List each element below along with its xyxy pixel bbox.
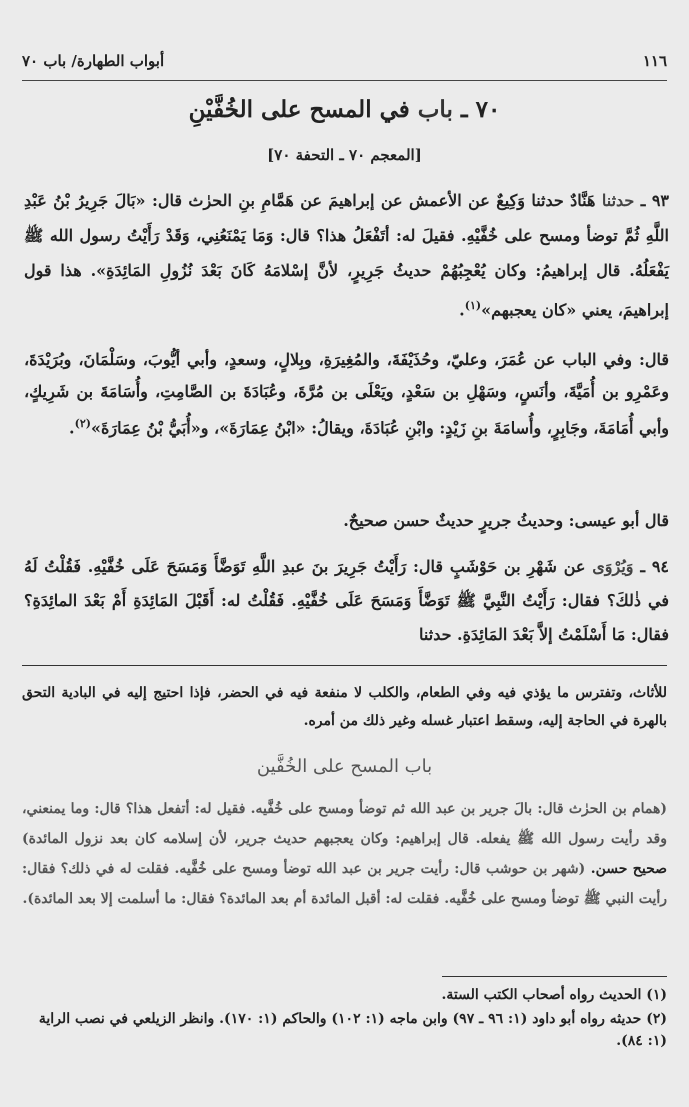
- abu-isa-statement: قال أبو عيسى: وحديثُ جريرٍ حديثٌ حسن صحيحٌ.: [343, 511, 669, 530]
- footnote-1: (١) الحديث رواه أصحاب الكتب الستة.: [441, 987, 667, 1003]
- chapter-bab-word: باب: [417, 96, 453, 123]
- chapter-title: [0, 96, 689, 123]
- hadith-number: ٩٣ ـ: [640, 191, 669, 210]
- chapter-number: ٧٠ ـ: [460, 96, 501, 123]
- header-rule: [22, 80, 667, 81]
- commentary-continuation: للأثاث، وتفترس ما يؤذي فيه وفي الطعام، والكلب لا منفعة فيه في الحضر، فإذا احتيج إليه في البادية التحق بالهرة في الحاجة إليه، وسقط اعتبار غسله وغير ذلك من أمره.: [22, 685, 667, 729]
- footnote-2: (٢) حديثه رواه أبو داود (١: ٩٦ ـ ٩٧) وابن ماجه (١: ١٠٢) والحاكم (١: ١٧٠). وانظر الزيلعي في نصب الراية (١: ٨٤).: [38, 1011, 667, 1049]
- footnote-rule: [442, 976, 667, 977]
- hadith-93: ٩٣ ـ حدثنا هَنَّادٌ حدثنا وَكِيعٌ عن الأعمش عن إبراهيمَ عن هَمَّامِ بنِ الحرٰث قال: «بَالَ جَرِيرُ بْنُ عَبْدِ اللَّهِ ثُمَّ توضأ ومسح على خُفَّيْهِ. فقيلَ له: أتَفْعَلُ هذا؟ قال: وَمَا يَمْنَعُنِي، وَقَدْ رَأَيْتُ رسول الله ﷺ يَفْعَلُهُ. قال إبراهيمُ: وكان يُعْجِبُهُمْ حديثُ جَرِيرٍ، لأنَّ إسْلامَهُ كَانَ بَعْدَ نُزُولِ المَائِدَةِ». هذا قول إبراهيمَ، يعني «كان يعجبهم»$^{(١)}$.: [24, 191, 669, 320]
- paragraph-fil-bab: قال: وفي الباب عن عُمَرَ، وعليّ، وحُذَيْفَةَ، والمُغِيرَةِ، وبِلالٍ، وسعدٍ، وأبي أيُّوبَ، وسَلْمَانَ، وبُرَيْدَةَ، وعَمْرِو بن أُمَيَّةَ، وأنَسٍ، وسَهْلِ بن سَعْدٍ، ويَعْلَى بن مُرَّةَ، وعُبَادَةَ بن الصَّامِتِ، وأُسَامَةَ بن شَرِيكٍ، وأبي أُمَامَةَ، وجَابِرٍ، وأُسامَةَ بنِ زَيْدٍ: وابْنِ عُبَادَةَ، ويقالُ: «ابْنُ عِمَارَةَ»، و«أُبَيُّ بْنُ عِمَارَةَ»$^{(٢)}$.: [24, 350, 669, 438]
- section-header: أبواب الطهارة/ باب ٧٠: [22, 52, 165, 70]
- hadith-lead: وَيُرْوَى: [592, 557, 634, 576]
- footnotes: [22, 984, 667, 1054]
- commentary-divider: [22, 665, 667, 666]
- commentary-section-text: [22, 794, 667, 914]
- hadith-number: ٩٤ ـ: [640, 557, 669, 576]
- footnote-ref: (١): [464, 299, 482, 312]
- hadith-text: عن شَهْرِ بن حَوْشَبٍ قال: رَأَيْتُ جَرِيرَ بنَ عبدِ اللَّهِ تَوَضَّأَ وَمَسَحَ عَلَى خُفَّيْهِ. فَقُلْتُ لَهُ في ذٰلكَ؟ فقال: رَأَيْتُ النَّبِيَّ ﷺ تَوَضَّأَ وَمَسَحَ عَلَى خُفَّيْهِ. فَقُلْتُ له: أَقَبْلَ المَائِدَةِ أَمْ بَعْدَ المائِدَةِ؟ فقال: مَا أَسْلَمْتُ إلاَّ بَعْدَ المَائِدَةِ. حدثنا: [24, 557, 669, 644]
- hadith-text: هَنَّادٌ حدثنا وَكِيعٌ عن الأعمش عن إبراهيمَ عن هَمَّامِ بنِ الحرٰث قال: «بَالَ جَرِيرُ بْنُ عَبْدِ اللَّهِ ثُمَّ توضأ ومسح على خُفَّيْهِ. فقيلَ له: أتَفْعَلُ هذا؟ قال: وَمَا يَمْنَعُنِي، وَقَدْ رَأَيْتُ رسول الله ﷺ يَفْعَلُهُ. قال إبراهيمُ: وكان يُعْجِبُهُمْ حديثُ جَرِيرٍ، لأنَّ إسْلامَهُ كَانَ بَعْدَ نُزُولِ المَائِدَةِ». هذا قول إبراهيمَ، يعني «كان يعجبهم»: [24, 191, 669, 320]
- chapter-reference: [المعجم ٧٠ ـ التحفة ٧٠]: [267, 146, 422, 164]
- hadith-94: [24, 550, 669, 652]
- commentary-text: (همام بن الحرٰث قال: بالَ جرير بن عبد الله ثم توضأ ومسح على خُفَّيه. فقيل له: أتفعل هذا؟ قال: وما يمنعني، وقد رأيت رسول الله ﷺ يفعله. قال إبراهيم: وكان يعجبهم حديث جرير، لأن إسلامه كان بعد نزول المائدة): [22, 801, 668, 847]
- chapter-title-text: في المسح على الخُفَّيْنِ: [188, 96, 410, 123]
- grading: صحيح حسن.: [590, 861, 667, 877]
- commentary-text: (شهر بن حوشب قال: رأيت جرير بن عبد الله توضأ ومسح على خُفَّيه. فقلت له في ذلك؟ فقال: رأيت النبي ﷺ توضأ ومسح على خُفَّيه. فقلت له: أقبل المائدة أم بعد المائدة؟ فقال: ما أسلمت إلا بعد المائدة).: [22, 861, 667, 907]
- commentary-section-title: باب المسح على الخُفَّين: [256, 756, 433, 777]
- running-header: [22, 52, 667, 70]
- paragraph-text: قال: وفي الباب عن عُمَرَ، وعليّ، وحُذَيْفَةَ، والمُغِيرَةِ، وبِلالٍ، وسعدٍ، وأبي أيُّوبَ، وسَلْمَانَ، وبُرَيْدَةَ، وعَمْرِو بن أُمَيَّةَ، وأنَسٍ، وسَهْلِ بن سَعْدٍ، ويَعْلَى بن مُرَّةَ، وعُبَادَةَ بن الصَّامِتِ، وأُسَامَةَ بن شَرِيكٍ، وأبي أُمَامَةَ، وجَابِرٍ، وأُسامَةَ بنِ زَيْدٍ: وابْنِ عُبَادَةَ، ويقالُ: «ابْنُ عِمَارَةَ»، و«أُبَيُّ بْنُ عِمَارَةَ»: [24, 350, 669, 438]
- page-number: ١١٦: [642, 52, 667, 70]
- hadith-lead: حدثنا: [601, 191, 635, 210]
- footnote-ref: (٢): [74, 417, 91, 430]
